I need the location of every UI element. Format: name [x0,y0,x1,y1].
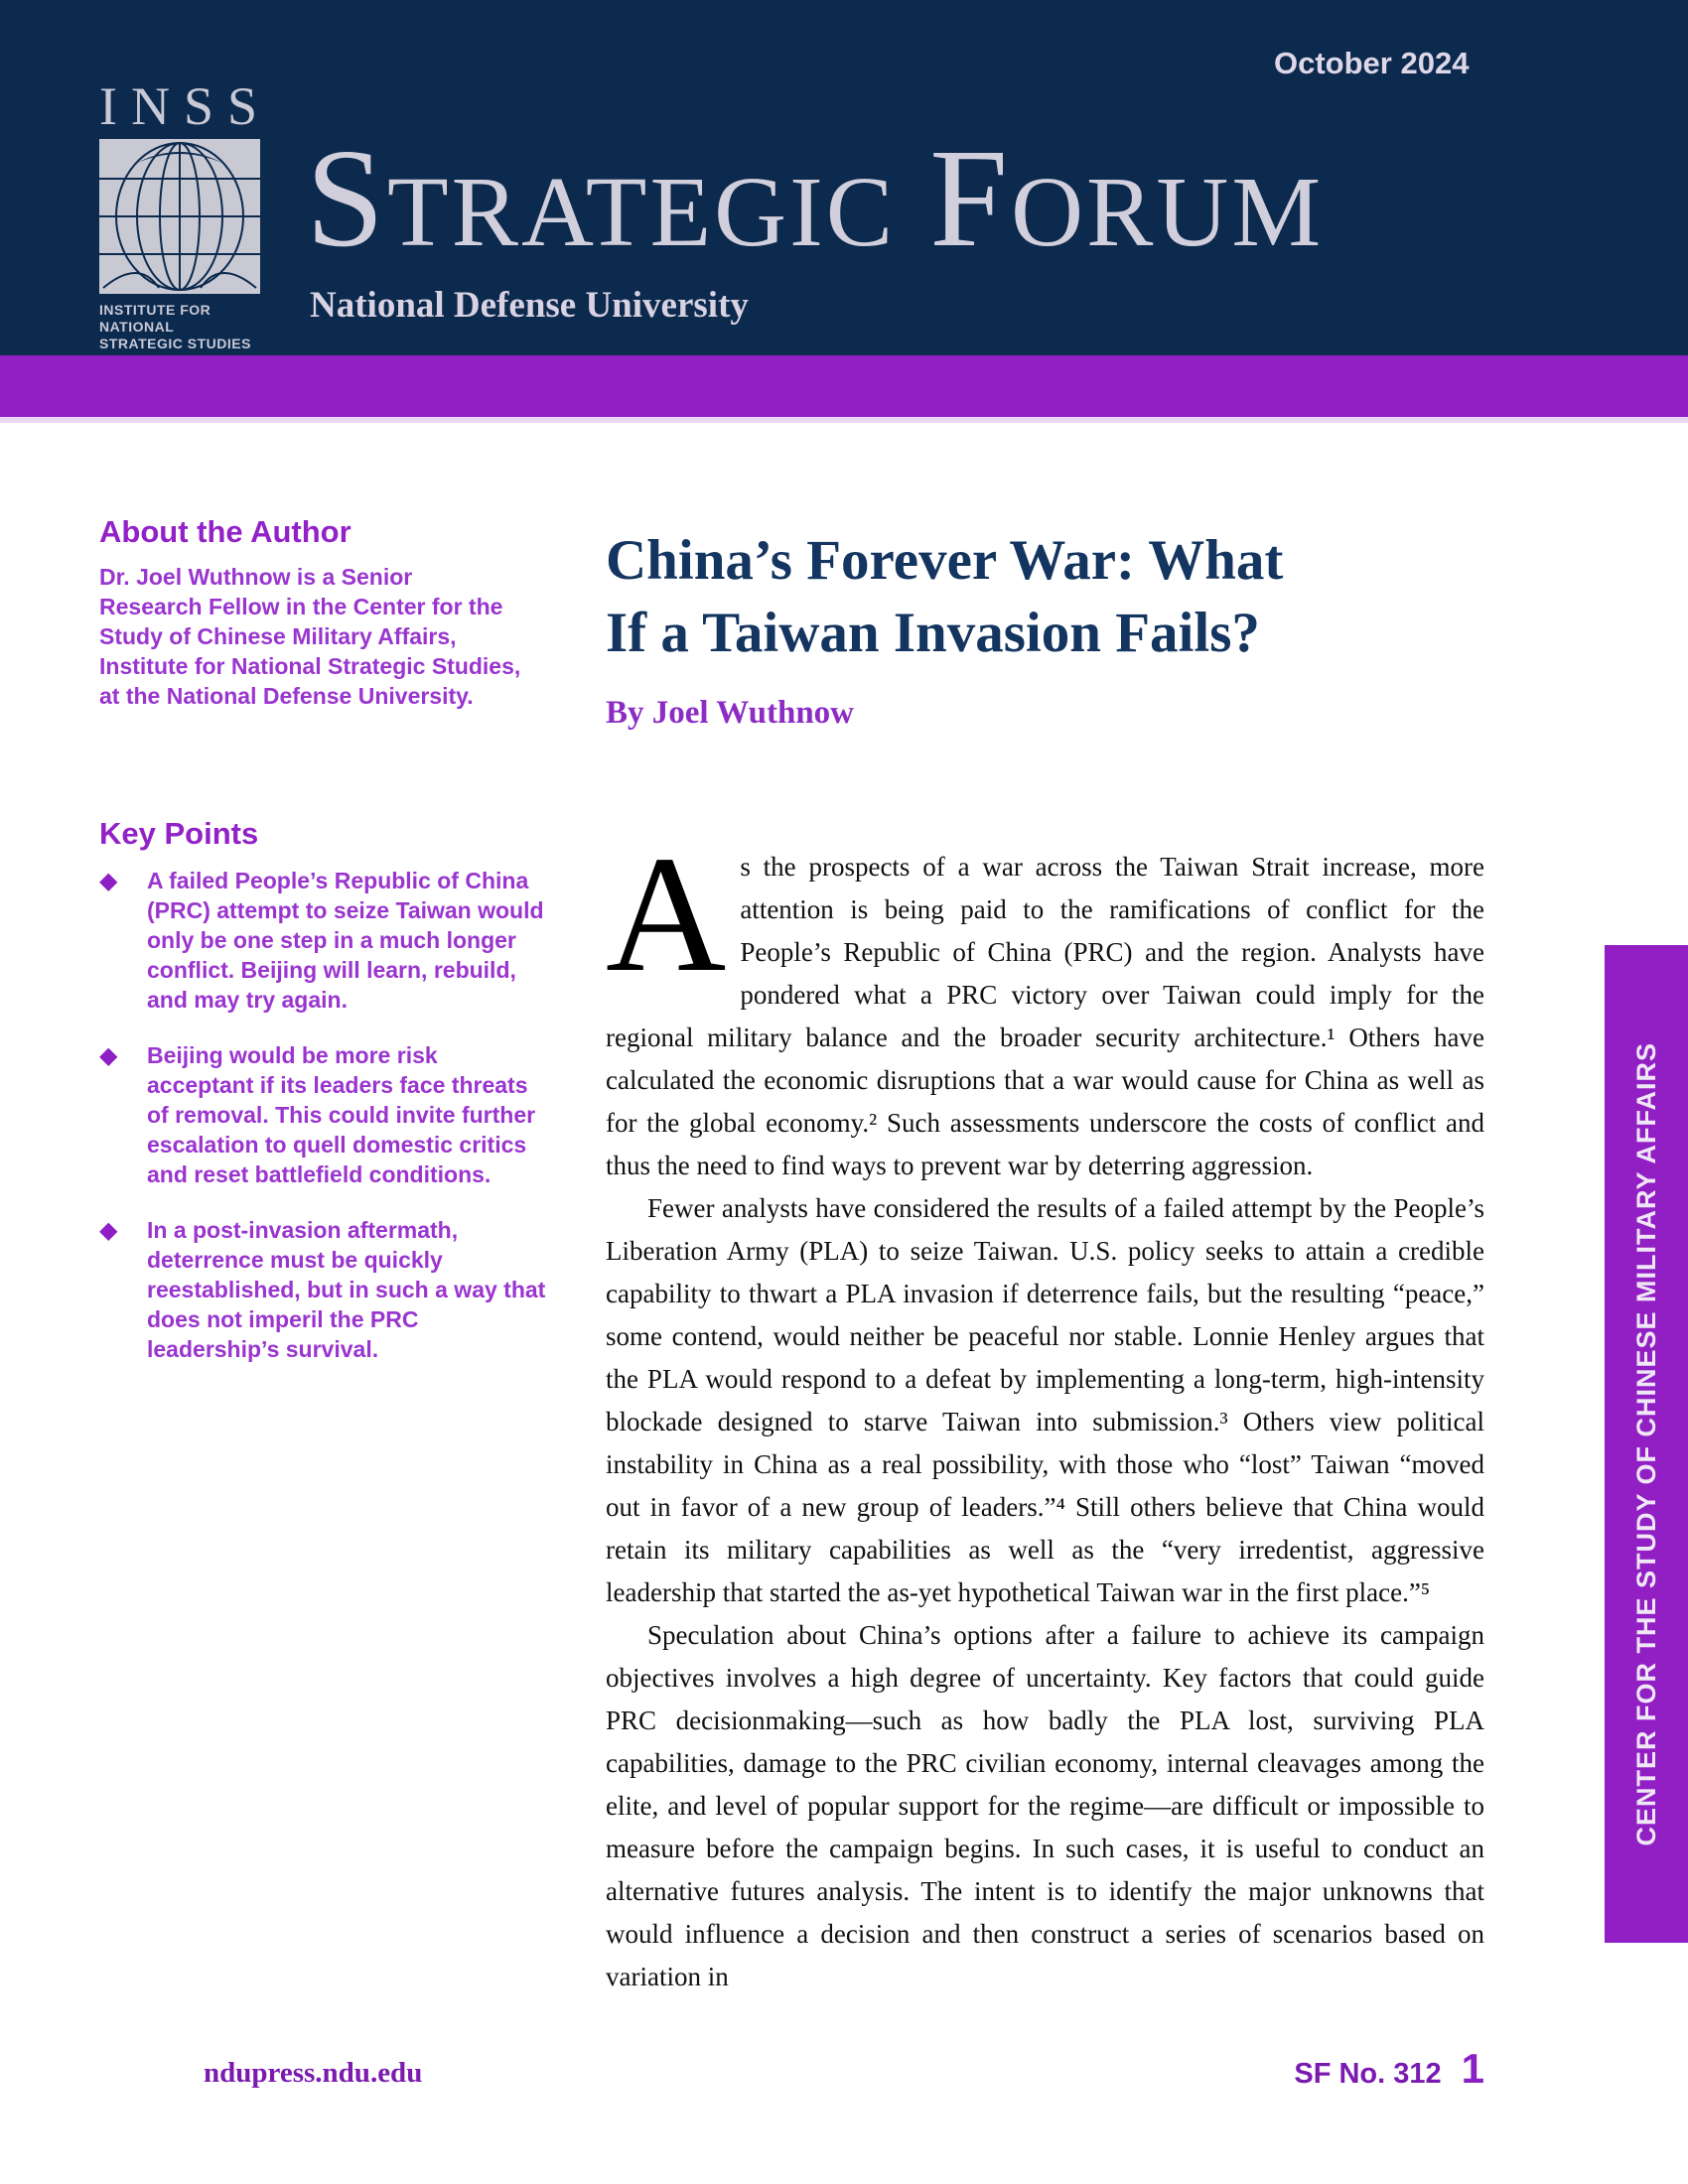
inss-logo [99,76,272,352]
diamond-bullet-icon: ◆ [99,867,118,894]
key-point-text: Beijing would be more risk acceptant if its leaders face threats of removal. This could invite further escalation to quell domestic critics and reset battlefield conditions. [147,1042,536,1187]
issue-date: October 2024 [1274,46,1470,80]
diamond-bullet-icon: ◆ [99,1216,118,1244]
key-points-heading: Key Points [99,816,259,851]
header-band [0,0,1688,355]
logo-caption-line2: STRATEGIC STUDIES [99,336,251,351]
masthead-rest-trategic: TRATEGIC [386,156,897,267]
masthead-rest-orum: ORUM [1011,156,1325,267]
article-paragraph-1 [606,822,1484,1187]
article-body [606,822,1484,1998]
footer-website-link[interactable]: ndupress.ndu.edu [204,2057,423,2089]
key-point-item [99,1215,548,1364]
center-banner [1605,945,1688,1943]
article-title-line2: If a Taiwan Invasion Fails? [606,602,1260,664]
key-point-item [99,866,548,1015]
article-title [606,524,1283,669]
paragraph-1-text: s the prospects of a war across the Taiwan Strait increase, more attention is being paid to the ramifications of conflict for the People’s Republic of China (PRC) and the region. Analysts have pondered what a PRC victory over Taiwan could imply for the regional military balance and the broader security architecture.¹ Others have calculated the economic disruptions that a war would cause for China as well as for the global economy.² Such assessments underscore the costs of conflict and thus the need to find ways to prevent war by deterring aggression. [606,852,1484,1180]
diamond-bullet-icon: ◆ [99,1041,118,1069]
footer-issue-block [1294,2045,1484,2093]
masthead-title [306,119,1325,276]
article-paragraph-2: Fewer analysts have considered the results of a failed attempt by the People’s Liberation Army (PLA) to seize Taiwan. U.S. policy seeks to attain a credible capability to thwart a PLA invasion if deterrence fails, but the resulting “peace,” some contend, would neither be peaceful nor stable. Lonnie Henley argues that the PLA would respond to a defeat by implementing a long-term, high-intensity blockade designed to starve Taiwan into submission.³ Others view political instability in China as a real possibility, with those who “lost” Taiwan “moved out in favor of a new group of leaders.”⁴ Still others believe that China would retain its military capabilities as well as the “very irredentist, aggressive leadership that started the as-yet hypothetical Taiwan war in the first place.”⁵ [606,1193,1484,1607]
header-subtitle: National Defense University [310,285,749,326]
masthead-initial-s: S [306,119,387,276]
article-paragraph-3: Speculation about China’s options after a failure to achieve its campaign objectives involves a high degree of uncertainty. Key factors that could guide PRC decisionmaking—such as how badly the PLA lost, surviving PLA capabilities, damage to the PRC civilian economy, internal cleavages among the elite, and level of popular support for the regime—are difficult or impossible to measure before the campaign begins. In such cases, it is useful to conduct an alternative futures analysis. The intent is to identify the major unknowns that would influence a decision and then construct a series of scenarios based on variation in [606,1620,1484,1991]
key-point-text: A failed People’s Republic of China (PRC) attempt to seize Taiwan would only be one step in a much longer conflict. Beijing will learn, rebuild, and may try again. [147,868,544,1013]
key-point-text: In a post-invasion aftermath, deterrence must be quickly reestablished, but in such a way that does not imperil the PRC leadership’s survival. [147,1217,546,1362]
about-author-text: Dr. Joel Wuthnow is a Senior Research Fellow in the Center for the Study of Chinese Military Affairs, Institute for National Strategic Studies, at the National Defense University. [99,564,521,709]
about-author-heading: About the Author [99,514,352,549]
article-title-line1: China’s Forever War: What [606,529,1284,592]
inss-logo-caption [99,302,268,352]
footer-issue-label: SF No. 312 [1294,2058,1442,2090]
key-point-item [99,1040,548,1189]
logo-caption-line1: INSTITUTE FOR NATIONAL [99,302,211,335]
masthead-initial-f: F [929,119,1012,276]
article-byline: By Joel Wuthnow [606,695,855,731]
footer-page-number: 1 [1461,2045,1484,2092]
dropcap-letter: A [606,822,727,1007]
accent-bar [0,355,1688,423]
center-banner-text: CENTER FOR THE STUDY OF CHINESE MILITARY AFFAIRS [1630,1041,1661,1846]
key-points-list [99,866,548,1390]
inss-globe-icon [99,139,260,294]
inss-logo-acronym: INSS [99,76,272,136]
